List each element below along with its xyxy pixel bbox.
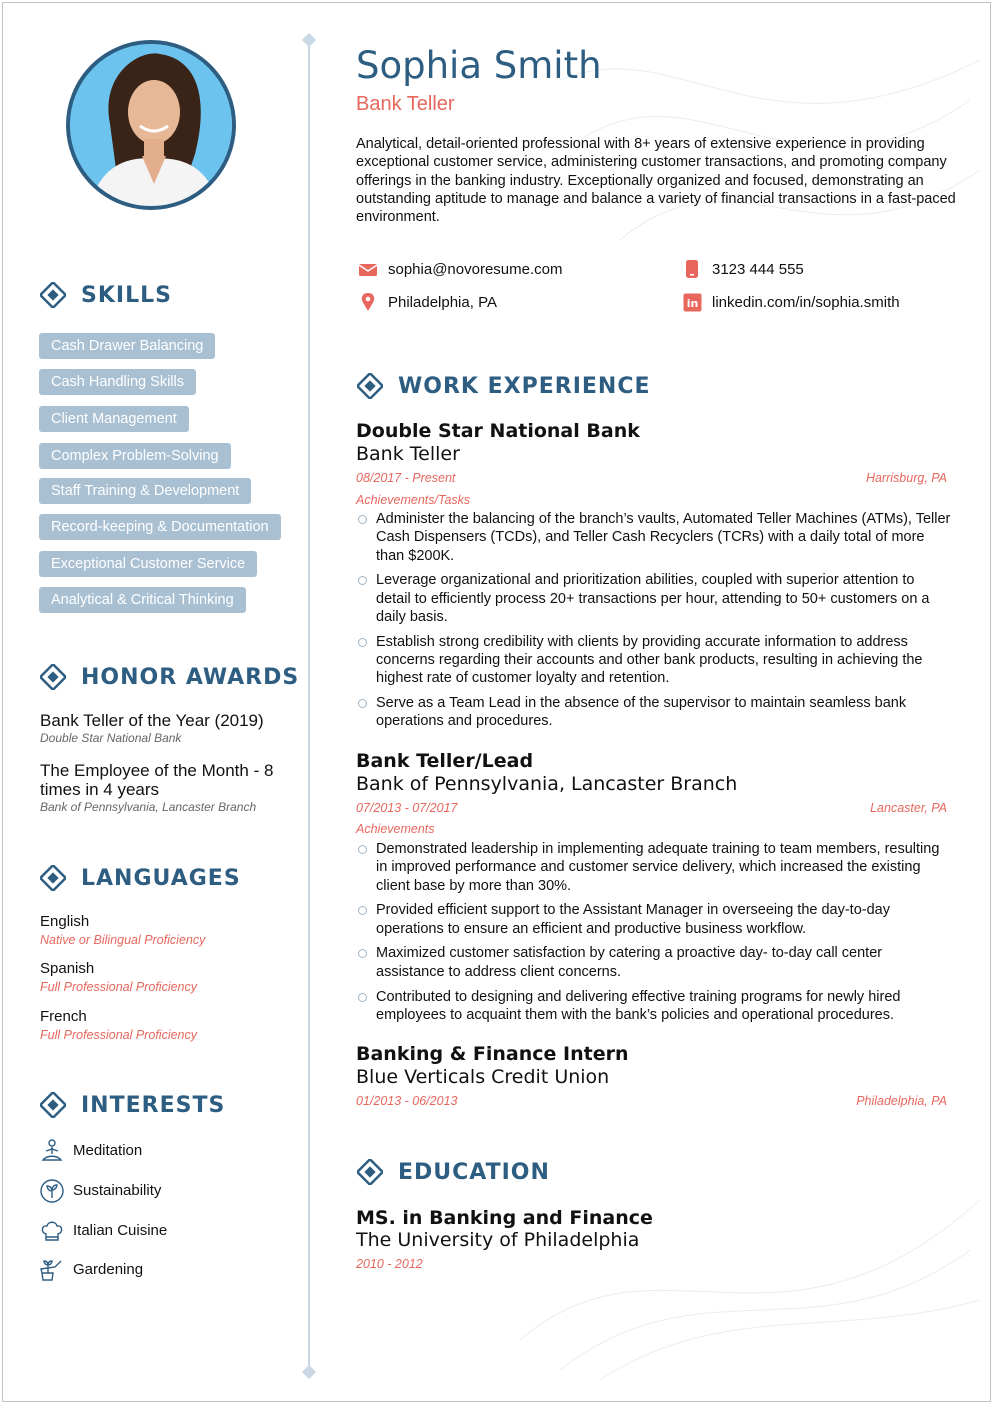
job-dates: 08/2017 - Present xyxy=(356,471,456,485)
meditation-icon xyxy=(39,1138,65,1169)
interest-label: Gardening xyxy=(73,1261,144,1278)
job-company: Double Star National Bank xyxy=(356,420,640,442)
list-item: Establish strong credibility with clients by providing accurate information to address concerns regarding their accounts and other bank products, resulting in achieving the highest rate of customer loyalty and retention. xyxy=(356,633,951,688)
skills-section-icon xyxy=(40,282,66,313)
column-divider xyxy=(308,38,310,1374)
job-role: Bank Teller xyxy=(356,443,460,465)
sustainability-icon xyxy=(39,1178,65,1209)
language-name: French xyxy=(40,1008,87,1025)
summary-text: Analytical, detail-oriented professional with 8+ years of extensive experience in providing exceptional customer service, administering customer transactions, and promoting company offerings in the banking industry. Exceptionally organized and focused, demonstrating an outstanding aptitude to manage and balance a variety of financial transactions in a fast-paced environment. xyxy=(356,136,956,226)
language-level: Native or Bilingual Proficiency xyxy=(40,933,206,947)
phone-icon xyxy=(685,259,699,284)
list-item: Serve as a Team Lead in the absence of the supervisor to maintain seamless bank operations and procedures. xyxy=(356,694,951,731)
job-location: Philadelphia, PA xyxy=(856,1094,947,1108)
award-organization: Bank of Pennsylvania, Lancaster Branch xyxy=(40,800,257,814)
experience-heading: WORK EXPERIENCE xyxy=(398,374,651,399)
list-item: Leverage organizational and prioritization abilities, coupled with superior attention to detail to efficiently process 20+ transactions per hour, attending to 50+ customers on a daily basis. xyxy=(356,571,951,626)
award-organization: Double Star National Bank xyxy=(40,731,182,745)
job-bullet-list xyxy=(356,510,951,737)
list-item: Provided efficient support to the Assistant Manager in overseeing the day-to-day operations to ensure an efficient and productive business workflow. xyxy=(356,901,951,938)
contact-linkedin[interactable]: linkedin.com/in/sophia.smith xyxy=(712,294,900,311)
job-dates: 01/2013 - 06/2013 xyxy=(356,1094,458,1108)
linkedin-icon xyxy=(683,293,702,317)
award-title: The Employee of the Month - 8 times in 4 years xyxy=(40,761,274,799)
list-item: Maximized customer satisfaction by catering a proactive day- to-day call center assistance to address client concerns. xyxy=(356,944,951,981)
skills-heading: SKILLS xyxy=(81,283,172,308)
job-dates: 07/2013 - 07/2017 xyxy=(356,801,458,815)
award-title: Bank Teller of the Year (2019) xyxy=(40,711,264,730)
gardening-icon xyxy=(39,1257,65,1288)
languages-heading: LANGUAGES xyxy=(81,866,241,891)
skill-tag: Complex Problem-Solving xyxy=(39,443,231,469)
candidate-name: Sophia Smith xyxy=(356,44,602,87)
interests-section-icon xyxy=(40,1092,66,1123)
skill-tag: Cash Drawer Balancing xyxy=(39,333,215,359)
list-item: Contributed to designing and delivering effective training programs for newly hired employees to acquaint them with the bank’s policies and operational procedures. xyxy=(356,988,951,1025)
job-location: Harrisburg, PA xyxy=(865,471,947,485)
education-section-icon xyxy=(357,1159,383,1190)
job-achievements-label: Achievements/Tasks xyxy=(356,493,471,507)
skill-tag: Analytical & Critical Thinking xyxy=(39,587,246,613)
languages-section-icon xyxy=(40,865,66,896)
experience-section-icon xyxy=(357,373,383,404)
awards-heading: HONOR AWARDS xyxy=(81,665,300,690)
education-degree: MS. in Banking and Finance xyxy=(356,1207,653,1229)
chef-hat-icon xyxy=(39,1218,65,1249)
contact-phone: 3123 444 555 xyxy=(712,261,804,278)
interest-label: Sustainability xyxy=(73,1182,162,1199)
skill-tag: Cash Handling Skills xyxy=(39,369,196,395)
list-item: Administer the balancing of the branch’s vaults, Automated Teller Machines (ATMs), Teller Cash Dispensers (TCDs), and Teller Cash Recyclers (TCRs) with a daily total of more than $200K. xyxy=(356,510,951,565)
candidate-title: Bank Teller xyxy=(356,93,455,115)
awards-section-icon xyxy=(40,664,66,695)
skill-tag: Record-keeping & Documentation xyxy=(39,514,281,540)
job-company: Banking & Finance Intern xyxy=(356,1043,629,1065)
skill-tag: Exceptional Customer Service xyxy=(39,551,257,577)
language-name: English xyxy=(40,913,90,930)
job-location: Lancaster, PA xyxy=(870,801,947,815)
list-item: Demonstrated leadership in implementing adequate training to team members, resulting in improved performance and customer service delivery, which increased the existing client base by more than 30%. xyxy=(356,840,951,895)
education-heading: EDUCATION xyxy=(398,1160,550,1185)
skill-tag: Client Management xyxy=(39,406,189,432)
contact-location: Philadelphia, PA xyxy=(388,294,497,311)
svg-text:in: in xyxy=(686,297,699,310)
job-bullet-list xyxy=(356,840,951,1031)
job-company: Bank Teller/Lead xyxy=(356,750,534,772)
interests-heading: INTERESTS xyxy=(81,1093,226,1118)
job-achievements-label: Achievements xyxy=(356,822,435,836)
location-pin-icon xyxy=(361,292,375,317)
profile-photo xyxy=(66,40,236,210)
language-level: Full Professional Proficiency xyxy=(40,1028,198,1042)
education-dates: 2010 - 2012 xyxy=(356,1257,423,1271)
language-name: Spanish xyxy=(40,960,95,977)
language-level: Full Professional Proficiency xyxy=(40,980,198,994)
interest-label: Italian Cuisine xyxy=(73,1222,168,1239)
job-role: Bank of Pennsylvania, Lancaster Branch xyxy=(356,773,738,795)
contact-email[interactable]: sophia@novoresume.com xyxy=(388,261,563,278)
email-icon xyxy=(358,262,378,283)
interest-label: Meditation xyxy=(73,1142,143,1159)
job-role: Blue Verticals Credit Union xyxy=(356,1066,610,1088)
skill-tag: Staff Training & Development xyxy=(39,478,251,504)
education-school: The University of Philadelphia xyxy=(356,1229,640,1251)
